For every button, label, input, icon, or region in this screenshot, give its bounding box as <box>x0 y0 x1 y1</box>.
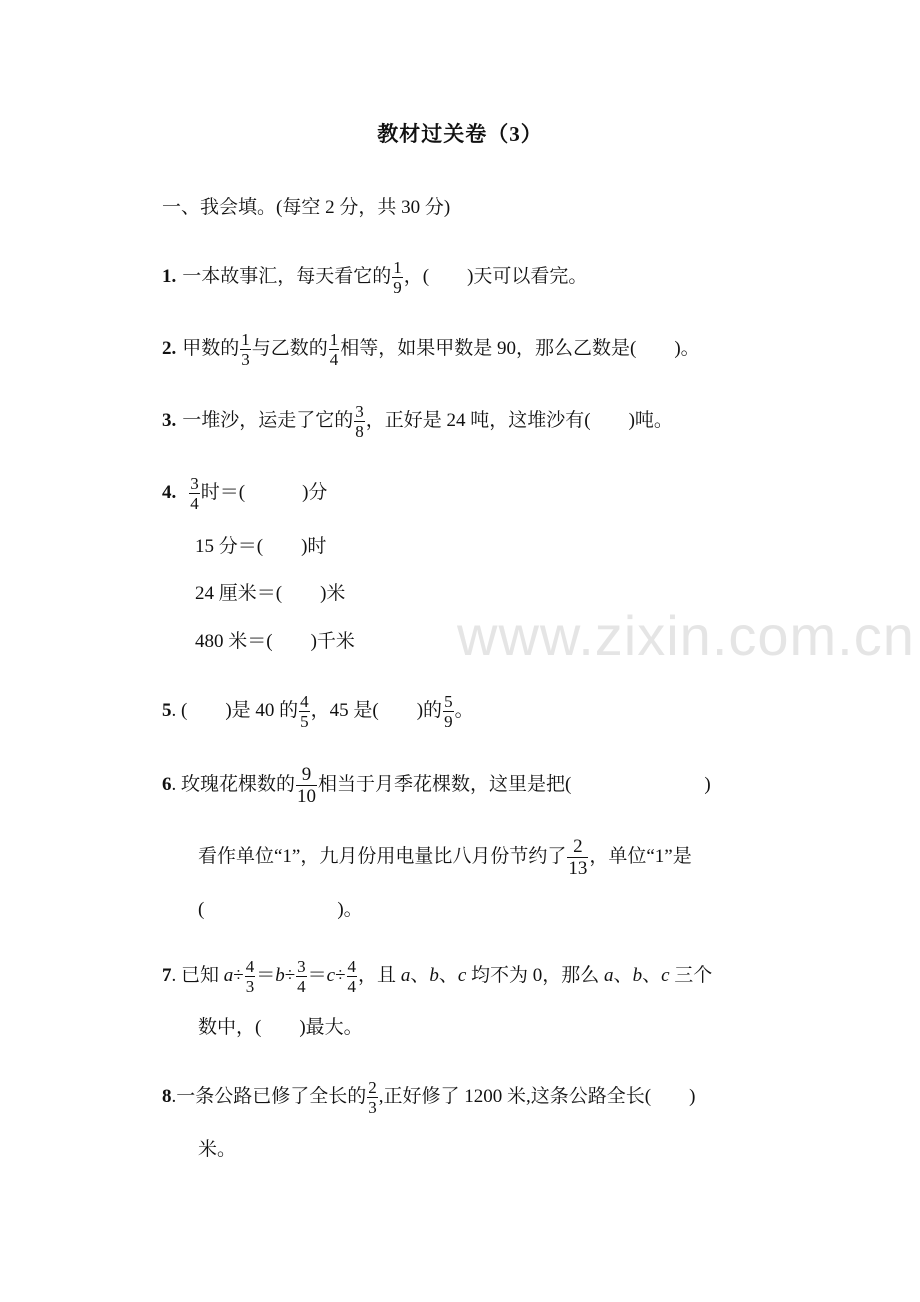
question-3: 3. 一堆沙，运走了它的 $\frac{3}{8}$ ，正好是 24 吨，这堆沙有( )吨。 <box>162 402 673 441</box>
question-4-line-4: 480 米＝( )千米 <box>195 631 355 652</box>
fraction: $\frac{4}{4}$ <box>347 957 357 996</box>
question-6-line-3: ( )。 <box>198 899 363 920</box>
fraction: $\frac{1}{3}$ <box>241 330 250 369</box>
question-number: 4. <box>162 481 177 503</box>
question-4: 4. $\frac{3}{4}$ 时＝( )分 <box>162 474 328 513</box>
question-number: 8 <box>162 1085 172 1107</box>
section-heading: 一、我会填。(每空 2 分，共 30 分) <box>162 197 451 218</box>
fraction: $\frac{3}{8}$ <box>355 402 364 441</box>
question-4-line-3: 24 厘米＝( )米 <box>195 583 346 604</box>
question-number: 7 <box>162 964 172 986</box>
question-1: 1. 一本故事汇，每天看它的 $\frac{1}{9}$ ，( )天可以看完。 <box>162 258 588 297</box>
question-5: 5. ( )是 40 的 $\frac{4}{5}$ ，45 是( )的 $\frac{5}{9}$ 。 <box>162 692 474 731</box>
question-number: 1. <box>162 265 177 287</box>
question-number: 5 <box>162 699 172 721</box>
fraction: $\frac{4}{3}$ <box>245 957 255 996</box>
fraction: $\frac{1}{9}$ <box>393 258 402 297</box>
watermark: www.zixin.com.cn <box>457 604 915 667</box>
question-6-line-2: 看作单位“1”，九月份用电量比八月份节约了 $\frac{2}{13}$ ，单位“1”是 <box>198 836 692 879</box>
question-number: 3. <box>162 409 177 431</box>
question-7-line-2: 数中，( )最大。 <box>198 1017 363 1038</box>
question-2: 2. 甲数的 $\frac{1}{3}$ 与乙数的 $\frac{1}{4}$ 相等，如果甲数是 90，那么乙数是( )。 <box>162 330 700 369</box>
fraction: $\frac{1}{4}$ <box>329 330 339 369</box>
fraction: $\frac{3}{4}$ <box>297 957 306 996</box>
question-7: 7. 已知 a÷ $\frac{4}{3}$ ＝b÷ $\frac{3}{4}$ ＝c÷ $\frac{4}{4}$ ，且 a、b、c 均不为 0，那么 a、b、c 三个 <box>162 957 713 996</box>
question-4-line-2: 15 分＝( )时 <box>195 536 327 557</box>
page-title: 教材过关卷（3） <box>377 122 543 146</box>
question-number: 2. <box>162 337 177 359</box>
fraction: $\frac{5}{9}$ <box>444 692 453 731</box>
fraction: $\frac{3}{4}$ <box>190 474 199 513</box>
fraction: $\frac{9}{10}$ <box>297 764 317 807</box>
question-number: 6 <box>162 773 172 795</box>
fraction: $\frac{4}{5}$ <box>300 692 309 731</box>
fraction: $\frac{2}{3}$ <box>368 1078 377 1117</box>
fraction: $\frac{2}{13}$ <box>568 836 588 879</box>
question-8: 8.一条公路已修了全长的 $\frac{2}{3}$ ,正好修了 1200 米,这条公路全长( ) <box>162 1078 696 1117</box>
question-8-line-2: 米。 <box>198 1139 237 1160</box>
question-6: 6. 玫瑰花棵数的 $\frac{9}{10}$ 相当于月季花棵数，这里是把( ) <box>162 764 711 807</box>
